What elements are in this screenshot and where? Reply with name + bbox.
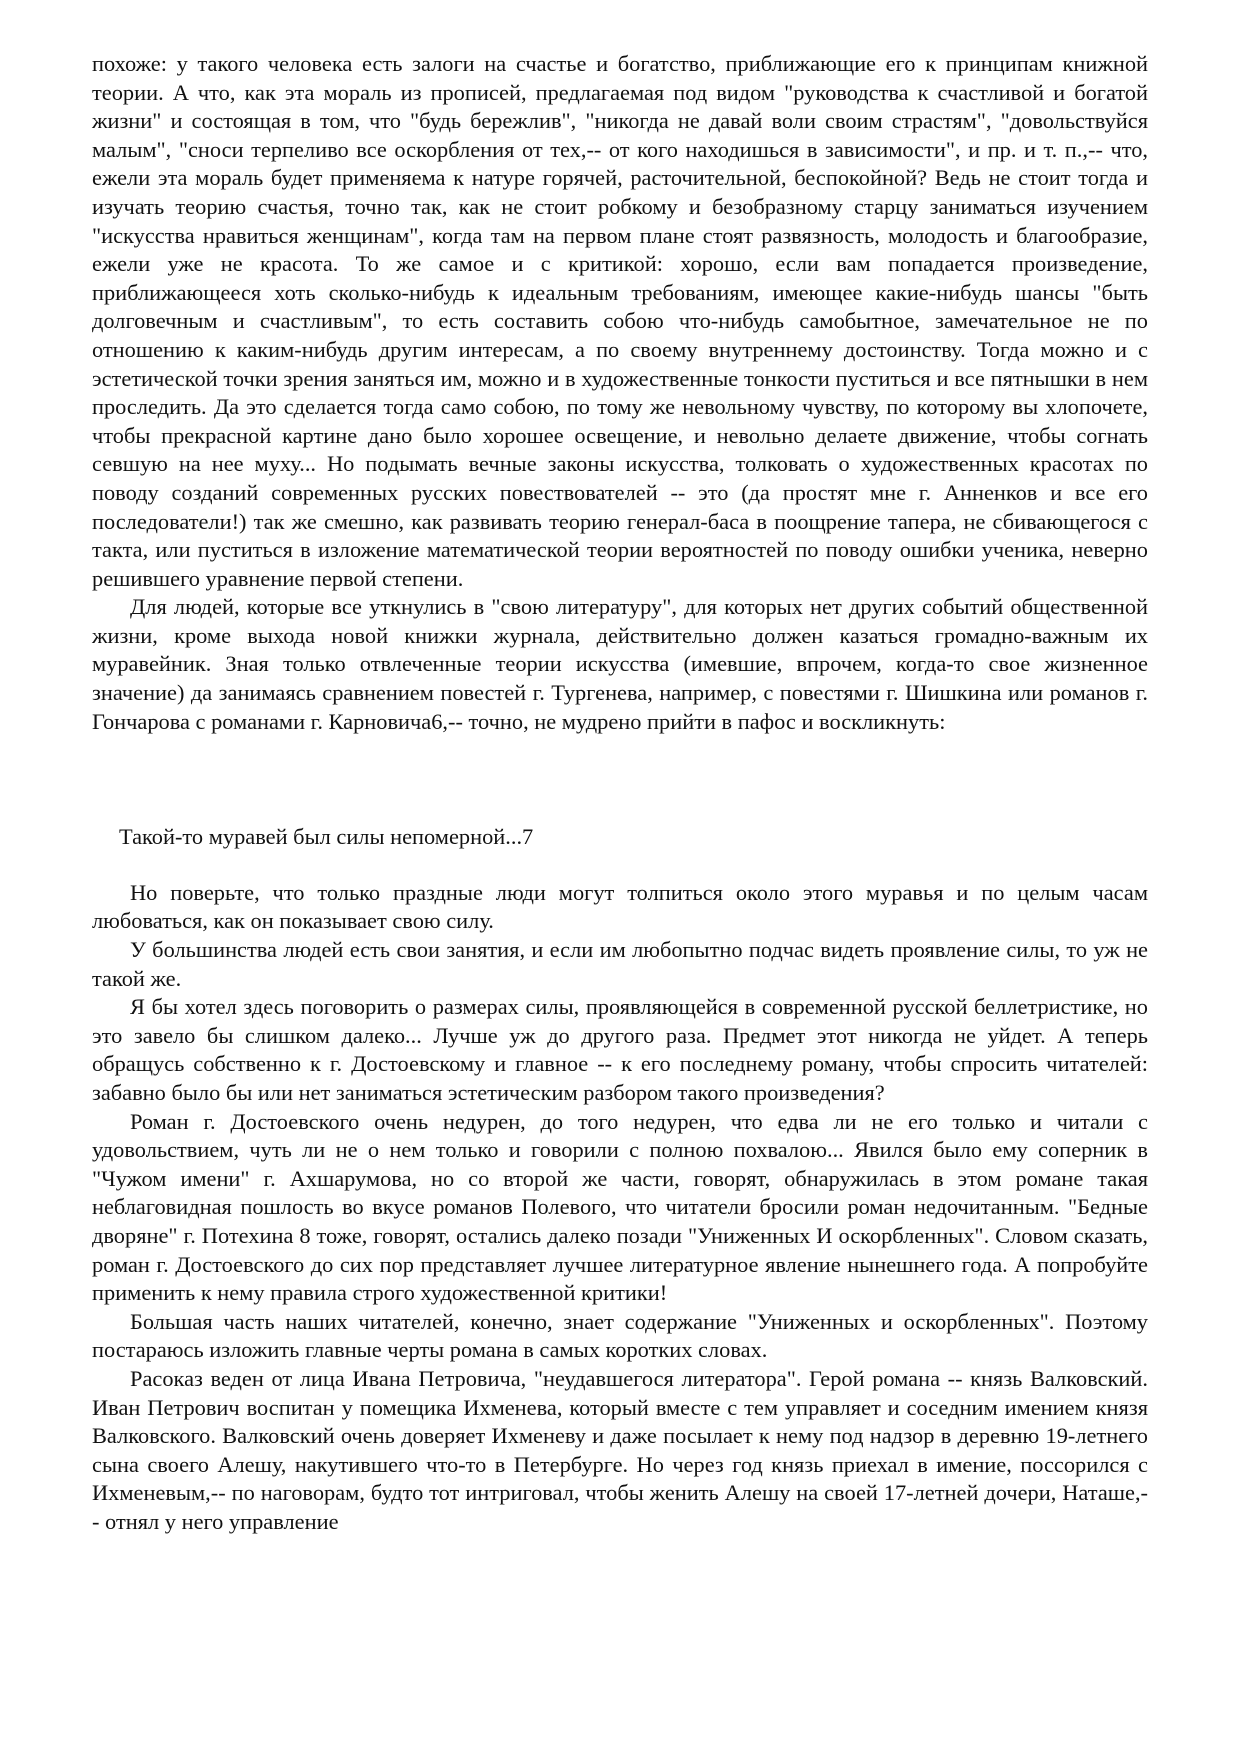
- epigraph-quote: Такой-то муравей был силы непомерной...7: [119, 824, 534, 850]
- paragraph-6: Роман г. Достоевского очень недурен, до того недурен, что едва ли не его только и читали с удовольствием, чуть ли не о нем только и говорили с полною похвалою... Явился было ему соперник в "Чужом имени" г. Ахшарумова, но со второй же части, говорят, обнаружилась в этом романе такая неблаговидная пошлость во вкусе романов Полевого, что читатели бросили роман недочитанным. "Бедные дворяне" г. Потехина 8 тоже, говорят, остались далеко позади "Униженных И оскорбленных". Словом сказать, роман г. Достоевского до сих пор представляет лучшее литературное явление нынешнего года. А попробуйте применить к нему правила строго художественной критики!: [92, 1108, 1148, 1306]
- paragraph-5: Я бы хотел здесь поговорить о размерах силы, проявляющейся в современной русской беллетристике, но это завело бы слишком далеко... Лучше уж до другого раза. Предмет этот никогда не уйдет. А теперь обращусь собственно к г. Достоевскому и главное -- к его последнему роману, чтобы спросить читателей: забавно было бы или нет заниматься эстетическим разбором такого произведения?: [92, 994, 1148, 1105]
- paragraph-4: У большинства людей есть свои занятия, и если им любопытно подчас видеть проявление силы, то уж не такой же.: [92, 937, 1148, 991]
- paragraph-1: похоже: у такого человека есть залоги на счастье и богатство, приближающие его к принципам книжной теории. А что, как эта мораль из прописей, предлагаемая под видом "руководства к счастливой и богатой жизни" и состоящая в том, что "будь бережлив", "никогда не давай воли своим страстям", "довольствуйся малым", "сноси терпеливо все оскорбления от тех,-- от кого находишься в зависимости", и пр. и т. п.,-- что, ежели эта мораль будет применяема к натуре горячей, расточительной, беспокойной? Ведь не стоит тогда и изучать теорию счастья, точно так, как не стоит робкому и безобразному старцу заниматься изучением "искусства нравиться женщинам", когда там на первом плане стоят развязность, молодость и благообразие, ежели уже не красота. То же самое и с критикой: хорошо, если вам попадается произведение, приближающееся хоть сколько-нибудь к идеальным требованиям, имеющее какие-нибудь шансы "быть долговечным и счастливым", то есть составить собою что-нибудь самобытное, замечательное не по отношению к каким-нибудь другим интересам, а по своему внутреннему достоинству. Тогда можно и с эстетической точки зрения заняться им, можно и в художественные тонкости пуститься и все пятнышки в нем проследить. Да это сделается тогда само собою, по тому же невольному чувству, по которому вы хлопочете, чтобы прекрасной картине дано было хорошее освещение, и невольно делаете движение, чтобы согнать севшую на нее муху... Но подымать вечные законы искусства, толковать о художественных красотах по поводу созданий современных русских повествователей -- это (да простят мне г. Анненков и все его последователи!) так же смешно, как развивать теорию генерал-баса в поощрение тапера, не сбивающегося с такта, или пуститься в изложение математической теории вероятностей по поводу ошибки ученика, неверно решившего уравнение первой степени.: [92, 51, 1148, 591]
- paragraph-2: Для людей, которые все уткнулись в "свою литературу", для которых нет других событий общественной жизни, кроме выхода новой книжки журнала, действительно должен казаться громадно-важным их муравейник. Зная только отвлеченные теории искусства (имевшие, впрочем, когда-то свое жизненное значение) да занимаясь сравнением повестей г. Тургенева, например, с повестями г. Шишкина или романов г. Гончарова с романами г. Карновича6,-- точно, не мудрено прийти в пафос и воскликнуть:: [92, 594, 1148, 734]
- paragraph-7: Большая часть наших читателей, конечно, знает содержание "Униженных и оскорбленных". Поэтому постараюсь изложить главные черты романа в самых коротких словах.: [92, 1308, 1148, 1363]
- document-page: [92, 50, 1148, 1537]
- paragraph-3: Но поверьте, что только праздные люди могут толпиться около этого муравья и по целым часам любоваться, как он показывает свою силу.: [92, 879, 1148, 934]
- paragraph-8: Расоказ веден от лица Ивана Петровича, "неудавшегося литератора". Герой романа -- князь Валковский. Иван Петрович воспитан у помещика Ихменева, который вместе с тем управляет и соседним имением князя Валковского. Валковский очень доверяет Ихменеву и даже посылает к нему под надзор в деревню 19-летнего сына своего Алешу, накутившего что-то в Петербурге. Но через год князь приехал в имение, поссорился с Ихменевым,-- по наговорам, будто тот интриговал, чтобы женить Алешу на своей 17-летней дочери, Наташе,-- отнял у него управление: [92, 1365, 1148, 1534]
